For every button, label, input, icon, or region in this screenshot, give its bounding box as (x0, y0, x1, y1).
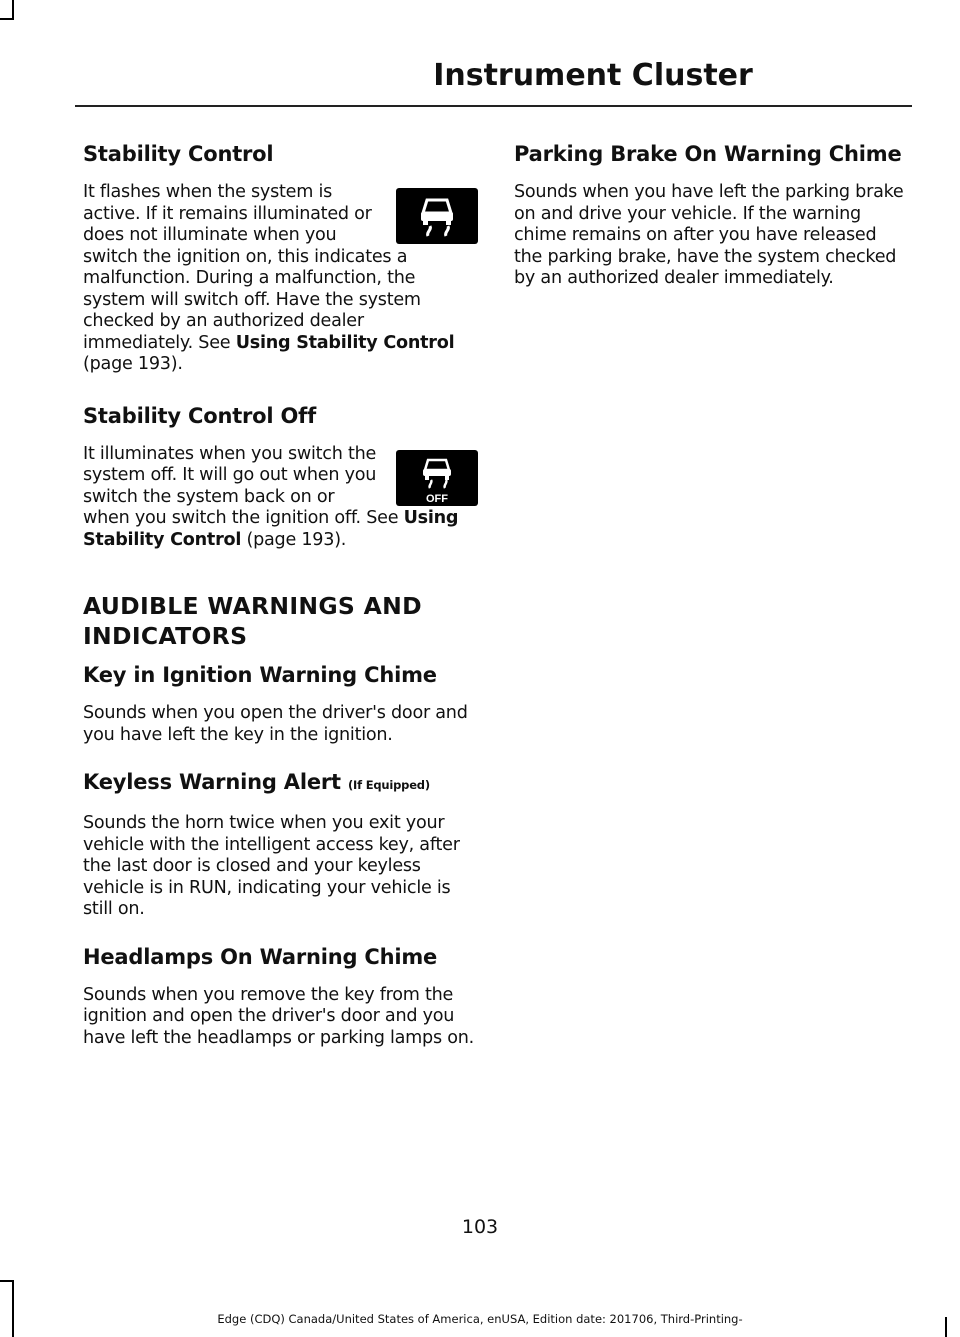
section-text: Sounds the horn twice when you exit your vehicle with the intelligent access key, after the last door is closed and your keyless vehicle is in RUN, indicating your vehicle is still on. (83, 813, 460, 919)
stability-control-off-icon (396, 450, 478, 506)
parking-brake-section (514, 140, 904, 290)
section-text: Sounds when you open the driver's door and you have left the key in the ignition. (83, 703, 468, 745)
chapter-heading: AUDIBLE WARNINGS AND INDICATORS (83, 592, 422, 650)
section-text: Sounds when you have left the parking brake on and drive your vehicle. If the warning chime remains on after you have released the parking brake, have the system checked by an authorized dealer immediately. (514, 182, 904, 288)
keyless-warning-section (83, 768, 478, 921)
section-text: It illuminates when you switch the system off. It will go out when you switch the system back on or when you switch the ignition off. See Using Stability Control (page 193). (83, 443, 459, 550)
section-heading: Headlamps On Warning Chime (83, 944, 438, 969)
stability-control-off-section (83, 402, 478, 552)
crop-mark (0, 18, 14, 20)
stability-control-icon (396, 188, 478, 244)
key-ignition-section (83, 661, 478, 746)
header-rule (75, 105, 912, 107)
section-heading: Keyless Warning Alert (If Equipped) (83, 770, 430, 794)
cross-reference-link[interactable]: Using Stability Control (83, 508, 459, 550)
headlamps-section (83, 943, 478, 1050)
stability-control-section (83, 140, 478, 376)
section-text: Sounds when you remove the key from the ignition and open the driver's door and you have left the headlamps or parking lamps on. (83, 984, 474, 1048)
section-heading: Stability Control (83, 142, 274, 166)
section-heading: Parking Brake On Warning Chime (514, 142, 902, 166)
right-column (514, 140, 904, 312)
section-heading: Stability Control Off (83, 403, 317, 428)
icon-off-label: OFF (426, 492, 448, 505)
equipment-tag: (If Equipped) (347, 778, 430, 792)
left-column (83, 140, 478, 1071)
section-text: It flashes when the system is active. If it remains illuminated or does not illuminate when you switch the ignition on, this indicates a malfunction. During a malfunction, the system will switch off. Have the system checked by an authorized dealer immediately. See Using Stability Control (page 193). (83, 182, 455, 374)
crop-mark (0, 1280, 14, 1282)
page-header (0, 58, 960, 93)
crop-mark (12, 0, 14, 20)
footer-text: Edge (CDQ) Canada/United States of America, enUSA, Edition date: 201706, Third-Printing- (217, 1312, 743, 1326)
section-heading: Key in Ignition Warning Chime (83, 663, 437, 687)
cross-reference-link[interactable]: Using Stability Control (235, 332, 455, 353)
crop-mark (12, 1280, 14, 1337)
page-title: Instrument Cluster (433, 58, 753, 93)
page-number: 103 (461, 1216, 499, 1238)
